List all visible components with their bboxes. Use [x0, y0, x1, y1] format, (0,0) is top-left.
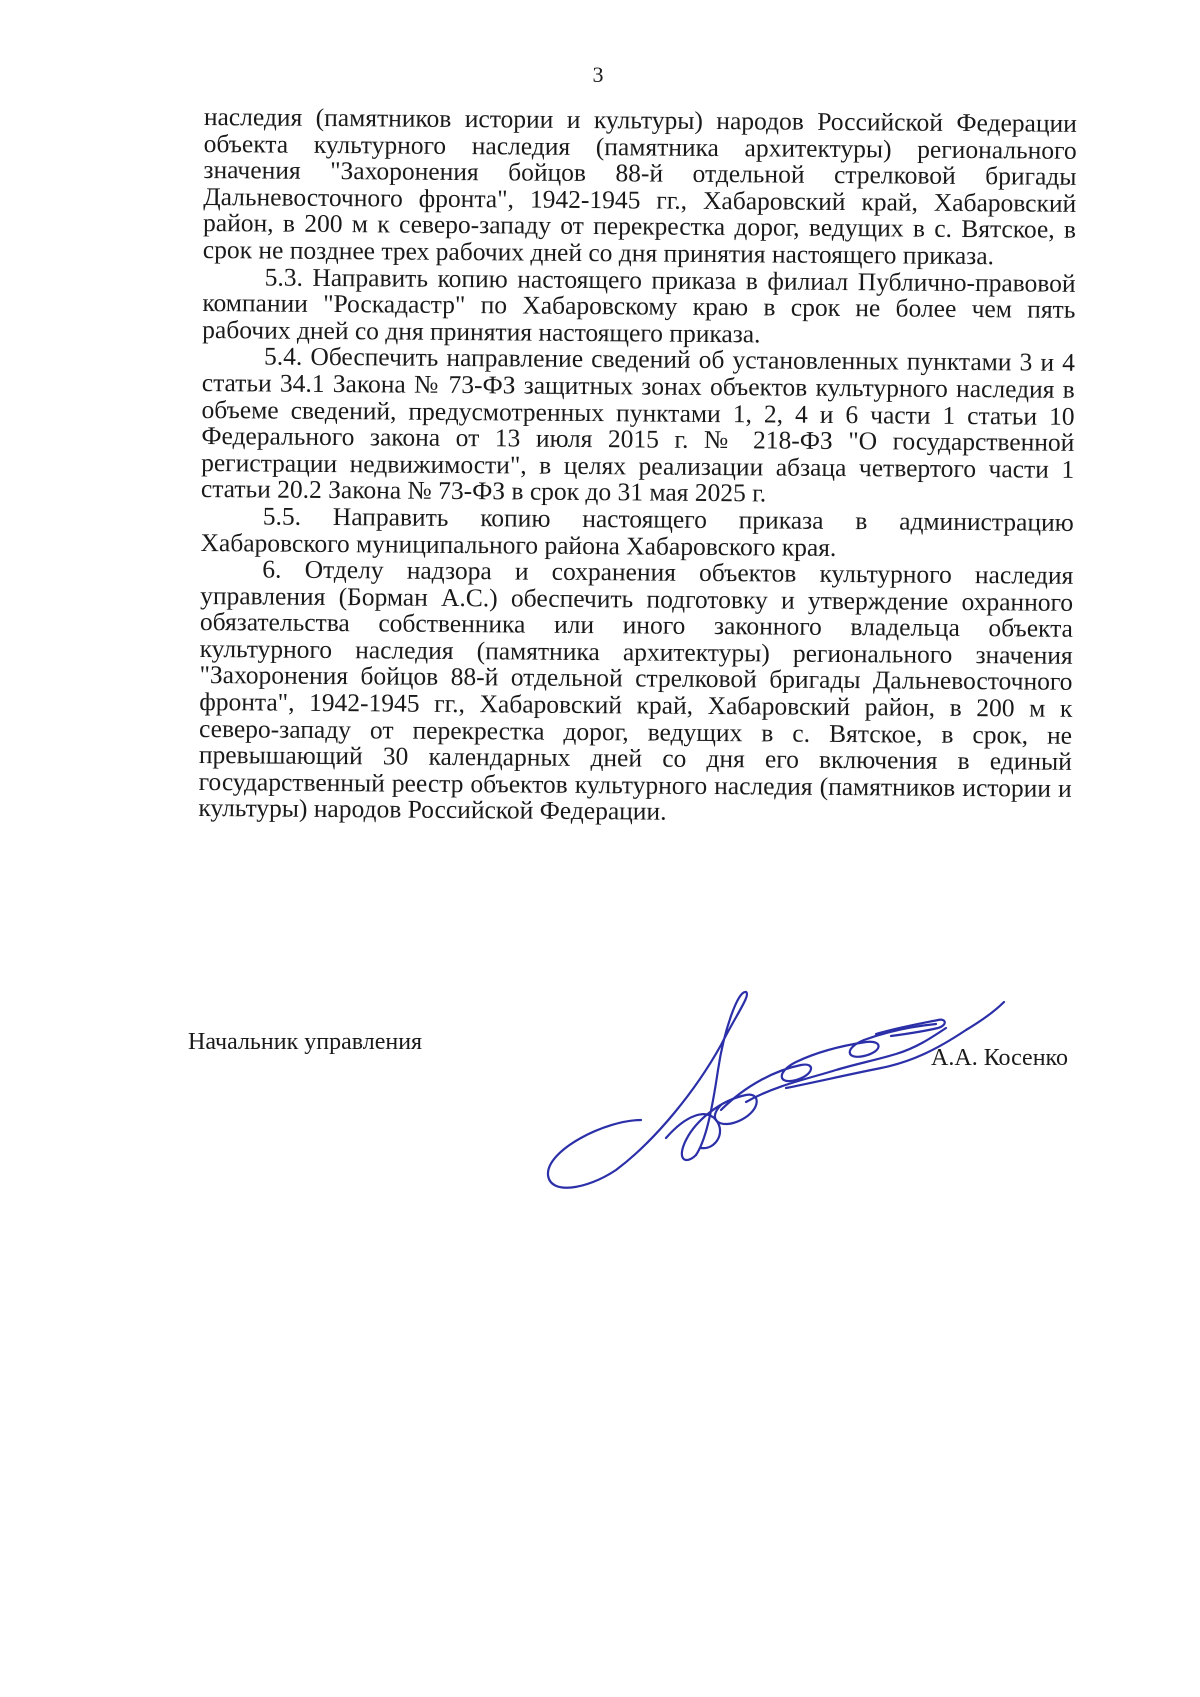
handwritten-signature-icon [546, 990, 1006, 1200]
document-body [198, 104, 1077, 829]
paragraph-5-4: 5.4. Обеспечить направление сведений об установленных пунктами 3 и 4 статьи 34.1 Закона № 73-ФЗ защитных зонах объектов культурного наследия в объеме сведений, предусмотренных пунктами 1, 2, 4 и 6 части 1 статьи 10 Федерального закона от 13 июля 2015 г. № 218-ФЗ "О государственной регистрации недвижимости", в целях реализации абзаца четвертого части 1 статьи 20.2 Закона № 73-ФЗ в срок до 31 мая 2025 г. [200, 341, 1076, 508]
page-number: 3 [592, 62, 604, 87]
paragraph-continuation: наследия (памятников истории и культуры) народов Российской Федерации объекта культурного наследия (памятника архитектуры) регионального значения "Захоронения бойцов 88-й отдельной стрелковой бригады Дальневосточного фронта", 1942-1945 гг., Хабаровский край, Хабаровский район, в 200 м к северо-западу от перекрестка дорог, ведущих в с. Вятское, в срок не позднее трех рабочих дней со дня принятия настоящего приказа. [202, 102, 1077, 271]
paragraph-5-3: 5.3. Направить копию настоящего приказа в филиал Публично-правовой компании "Роскадастр" по Хабаровскому краю в срок не более чем пять рабочих дней со дня принятия настоящего приказа. [202, 262, 1076, 349]
paragraph-6: 6. Отделу надзора и сохранения объектов культурного наследия управления (Борман А.С.) обеспечить подготовку и утверждение охранного обязательства собственника или иного законного владельца объекта культурного наследия (памятника архитектуры) регионального значения "Захоронения бойцов 88-й отдельной стрелковой бригады Дальневосточного фронта", 1942-1945 гг., Хабаровский край, Хабаровский район, в 200 м к северо-западу от перекрестка дорог, ведущих в с. Вятское, в срок, не превышающий 30 календарных дней со дня его включения в единый государственный реестр объектов культурного наследия (памятников истории и культуры) народов Российской Федерации. [198, 554, 1074, 827]
paragraph-5-5: 5.5. Направить копию настоящего приказа в администрацию Хабаровского муниципального района Хабаровского края. [200, 501, 1074, 562]
signer-name: А.А. Косенко [931, 1045, 1068, 1071]
signer-position: Начальник управления [188, 1029, 423, 1055]
